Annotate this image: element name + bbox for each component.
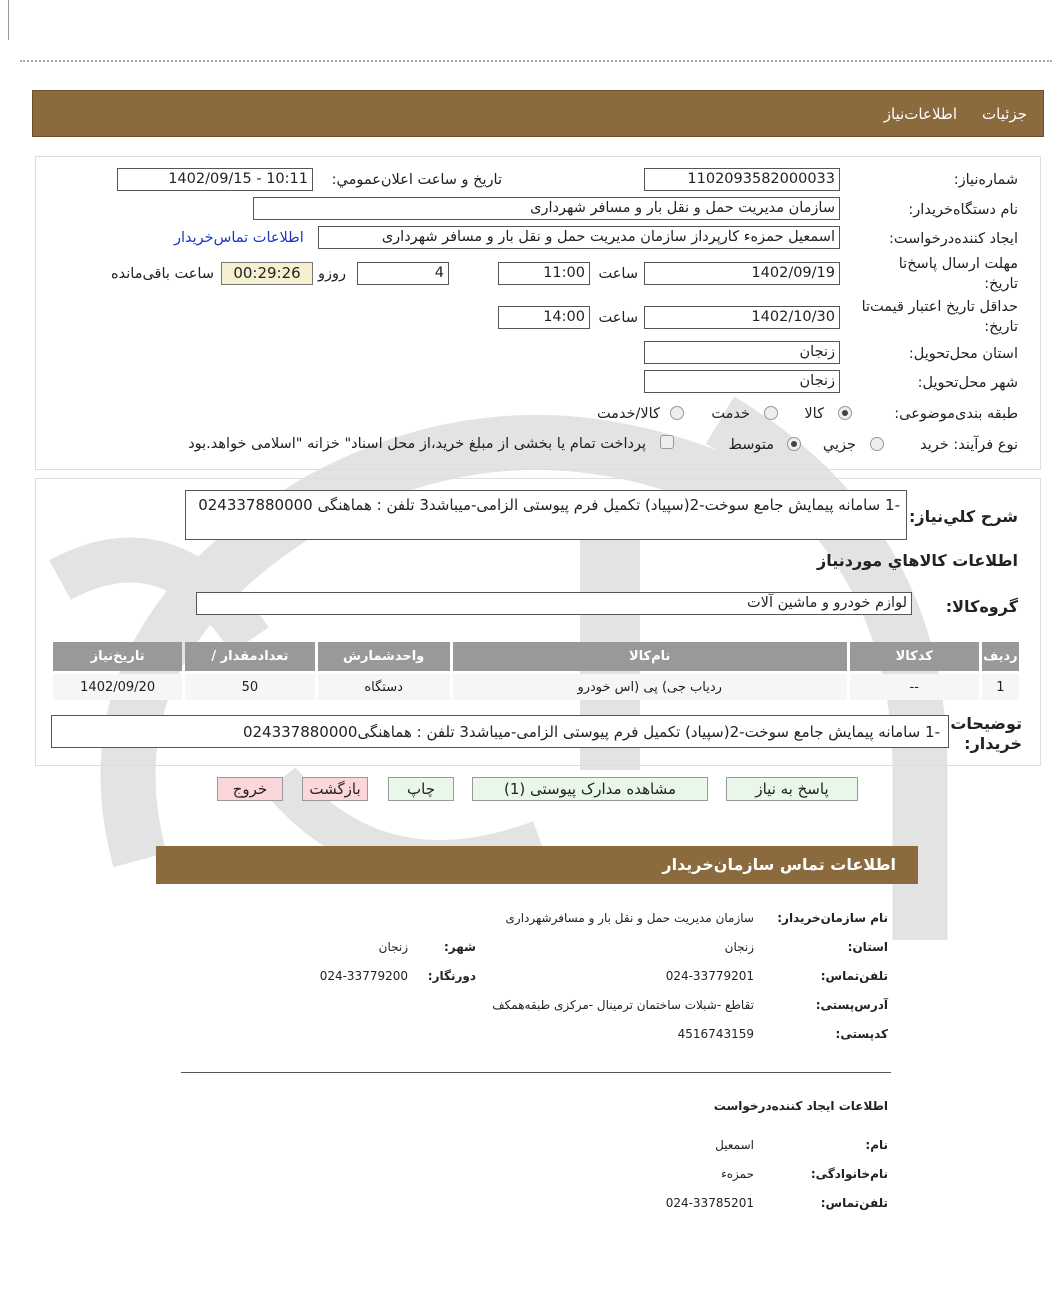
creator-field: اسمعیل حمزهء کارپرداز سازمان مدیریت حمل و نقل بار و مسافر شهرداری <box>318 226 840 249</box>
deadline-label: مهلت ارسال پاسخ‌تا <box>898 256 1018 272</box>
contact-province-label: استان: <box>847 940 888 954</box>
back-button[interactable]: بازگشت <box>302 777 368 801</box>
deadline-time-field: 11:00 <box>498 262 590 285</box>
category-label: طبقه بندی‌موضوعی: <box>894 406 1018 422</box>
validity-label: حداقل تاریخ اعتبار قیمت‌تا <box>861 299 1018 315</box>
creator-phone-value: 024-33785201 <box>665 1196 754 1210</box>
contact-org-label: نام سازمان‌خریدار: <box>777 911 888 925</box>
exit-button[interactable]: خروج <box>217 777 283 801</box>
creator-name-value: اسمعیل <box>715 1138 754 1152</box>
col-need-date: تاریخ‌نیاز <box>53 642 182 671</box>
tab-details[interactable]: جزئیات <box>982 105 1027 123</box>
attachments-button[interactable]: مشاهده مدارک پیوستی (1) <box>472 777 708 801</box>
validity-time-field: 14:00 <box>498 306 590 329</box>
contact-divider <box>181 1072 891 1073</box>
buyer-notes-label-2: خریدار: <box>964 734 1022 753</box>
contact-fax-value: 024-33779200 <box>319 969 408 983</box>
contact-phone-value: 024-33779201 <box>665 969 754 983</box>
need-number-field: 1102093582000033 <box>644 168 840 191</box>
goods-table <box>50 639 1022 703</box>
category-goods-radio[interactable] <box>838 406 852 420</box>
description-field: -1 سامانه پیمایش جامع سوخت-2(سپیاد) تکمیل فرم پیوستی الزامی-میباشد3 تلفن : هماهنگی 024337880000 <box>185 490 907 540</box>
category-goods-service-label: کالا/خدمت <box>596 406 660 422</box>
reply-button[interactable]: پاسخ به نیاز <box>726 777 858 801</box>
cell-quantity: 50 <box>185 674 314 700</box>
days-field: 4 <box>357 262 449 285</box>
col-quantity: تعدادمقدار / <box>185 642 314 671</box>
cell-goods-code: -- <box>850 674 979 700</box>
header-bar <box>32 90 1044 137</box>
buyer-notes-field: -1 سامانه پیمایش جامع سوخت-2(سپیاد) تکمیل فرم پیوستی الزامی-میباشد3 تلفن : هماهنگی024337880000 <box>51 715 949 748</box>
process-minor-radio[interactable] <box>870 437 884 451</box>
treasury-payment-checkbox[interactable] <box>660 435 674 449</box>
contact-section-header <box>156 846 918 884</box>
need-number-label: شماره‌نیاز: <box>953 172 1018 188</box>
creator-family-label: نام‌خانوادگی: <box>810 1167 888 1181</box>
validity-time-label: ساعت <box>598 310 638 326</box>
col-row-number: ردیف <box>982 642 1019 671</box>
goods-group-field: لوازم خودرو و ماشین آلات <box>196 592 912 615</box>
contact-phone-label: تلفن‌تماس: <box>820 969 888 983</box>
remaining-timer: 00:29:26 <box>221 262 313 285</box>
print-button[interactable]: چاپ <box>388 777 454 801</box>
tab-need-info[interactable]: اطلاعات‌نیاز <box>883 105 957 123</box>
creator-phone-label: تلفن‌تماس: <box>820 1196 888 1210</box>
col-goods-code: کدکالا <box>850 642 979 671</box>
validity-label-date: تاریخ: <box>984 319 1018 335</box>
cell-row-number: 1 <box>982 674 1019 700</box>
days-label: روزو <box>317 266 346 282</box>
contact-postal-value: 4516743159 <box>677 1027 754 1041</box>
buyer-contact-link[interactable]: اطلاعات تماس‌خریدار <box>174 230 304 246</box>
table-header-row <box>53 642 1019 671</box>
contact-fax-label: دورنگار: <box>427 969 476 983</box>
validity-date-field: 1402/10/30 <box>644 306 840 329</box>
remaining-label: ساعت باقی‌مانده <box>111 266 214 282</box>
contact-province-value: زنجان <box>724 940 754 954</box>
deadline-label-date: تاریخ: <box>984 276 1018 292</box>
process-medium-label: متوسط <box>728 437 774 453</box>
col-unit: واحدشمارش <box>318 642 450 671</box>
province-label: استان محل‌تحویل: <box>908 346 1018 362</box>
city-field: زنجان <box>644 370 840 393</box>
creator-family-value: حمزهء <box>721 1167 754 1181</box>
category-goods-label: کالا <box>804 406 824 422</box>
contact-address-label: آدرس‌پستی: <box>815 998 888 1012</box>
buyer-org-label: نام دستگاه‌خریدار: <box>908 202 1018 218</box>
left-edge-line <box>8 0 9 40</box>
process-minor-label: جزيي <box>822 437 856 453</box>
goods-section-title: اطلاعات کالاهاي موردنیاز <box>817 551 1018 570</box>
treasury-payment-label: پرداخت تمام یا بخشی از مبلغ خرید،از محل اسناد" خزانه "اسلامی خواهد.بود <box>188 436 646 452</box>
contact-city-label: شهر: <box>444 940 476 954</box>
col-goods-name: نام‌کالا <box>453 642 847 671</box>
table-row <box>53 674 1019 700</box>
category-service-radio[interactable] <box>764 406 778 420</box>
province-field: زنجان <box>644 341 840 364</box>
cell-unit: دستگاه <box>318 674 450 700</box>
creator-info-title: اطلاعات ایجاد کننده‌درخواست <box>713 1099 888 1113</box>
creator-name-label: نام: <box>865 1138 888 1152</box>
deadline-time-label: ساعت <box>598 266 638 282</box>
top-divider <box>20 60 1052 62</box>
deadline-date-field: 1402/09/19 <box>644 262 840 285</box>
buyer-notes-label: توضیحات <box>950 714 1022 733</box>
city-label: شهر محل‌تحویل: <box>917 375 1018 391</box>
creator-label: ایجاد کننده‌درخواست: <box>889 231 1018 247</box>
contact-address-value: تقاطع -شبلات ساختمان ترمینال -مرکزی طبقه‌همکف <box>492 998 754 1012</box>
buyer-org-field: سازمان مدیریت حمل و نقل بار و مسافر شهرداری <box>253 197 840 220</box>
cell-goods-name: ردیاب جی) پی (اس خودرو <box>453 674 847 700</box>
cell-need-date: 1402/09/20 <box>53 674 182 700</box>
contact-org-value: سازمان مدیریت حمل و نقل بار و مسافرشهرداری <box>505 911 754 925</box>
contact-city-value: زنجان <box>378 940 408 954</box>
category-service-label: خدمت <box>711 406 750 422</box>
description-label: شرح کلي‌نیاز: <box>909 507 1018 526</box>
category-goods-service-radio[interactable] <box>670 406 684 420</box>
process-medium-radio[interactable] <box>787 437 801 451</box>
process-label: نوع فرآیند: خرید <box>920 437 1018 453</box>
announce-label: تاریخ و ساعت اعلان‌عمومي: <box>331 172 502 188</box>
contact-section-title: اطلاعات تماس سازمان‌خریدار <box>662 855 896 874</box>
goods-group-label: گروه‌کالا: <box>945 597 1018 616</box>
contact-postal-label: کدپستی: <box>835 1027 888 1041</box>
announce-field: 1402/09/15 - 10:11 <box>117 168 313 191</box>
